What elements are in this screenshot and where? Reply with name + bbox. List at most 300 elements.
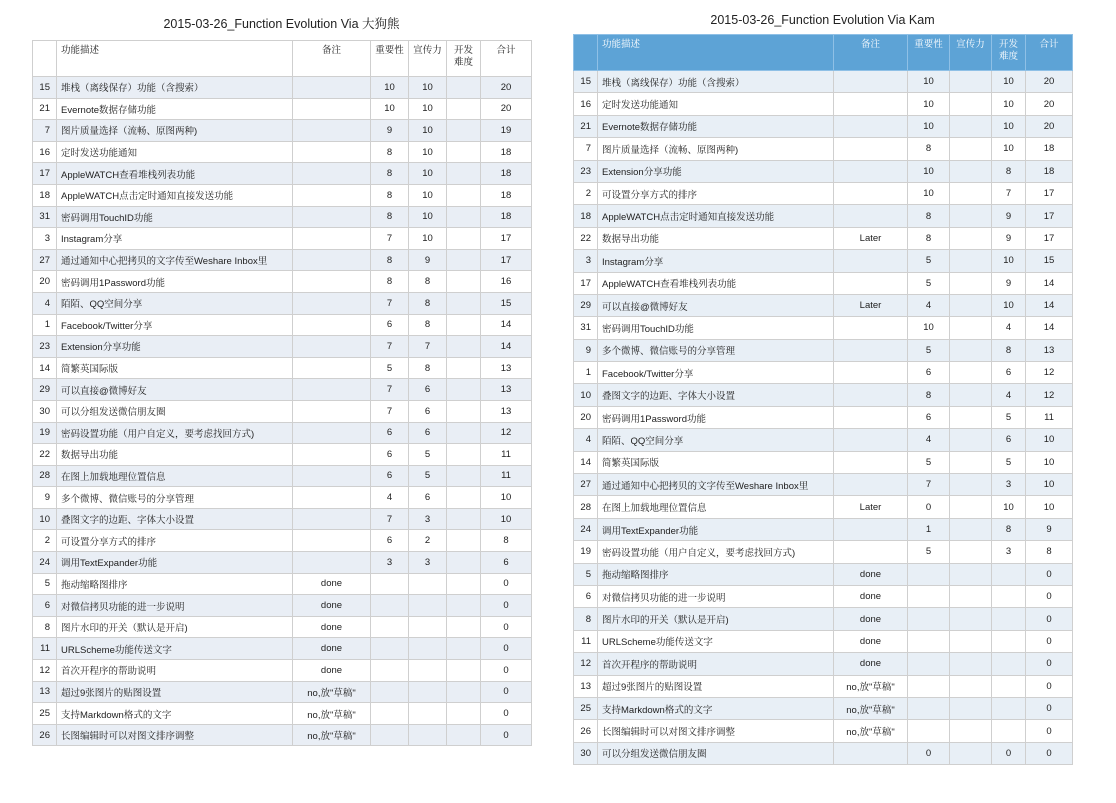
col-description-cell: 长图编辑时可以对图文排序调整 [57, 724, 293, 746]
col-total-cell: 18 [481, 184, 532, 206]
col-total-cell: 10 [1026, 474, 1073, 496]
col-total-cell: 0 [481, 681, 532, 703]
col-importance-cell: 6 [908, 362, 950, 384]
table-body [33, 77, 532, 746]
col-description-cell: 对微信拷贝功能的进一步说明 [598, 585, 834, 607]
col-id-cell: 2 [574, 182, 598, 204]
col-importance-cell: 7 [371, 228, 409, 250]
col-description-cell: Instagram分享 [57, 228, 293, 250]
col-importance-cell: 6 [371, 314, 409, 336]
col-importance-cell: 5 [371, 357, 409, 379]
col-importance-cell [908, 585, 950, 607]
table-row [574, 339, 1073, 361]
col-promotion-cell: 10 [409, 141, 447, 163]
col-promotion-cell: 3 [409, 552, 447, 574]
col-note-cell [293, 487, 371, 509]
col-note-cell: done [834, 563, 908, 585]
col-note-cell [293, 530, 371, 552]
col-promotion-cell: 3 [409, 508, 447, 530]
col-description-cell: 图片水印的开关（默认是开启) [57, 616, 293, 638]
col-difficulty-cell [447, 660, 481, 682]
table-row [33, 357, 532, 379]
left-sheet [32, 14, 531, 746]
col-total-cell: 14 [1026, 294, 1073, 316]
col-note-cell [834, 541, 908, 563]
col-note-cell: no,放"草稿" [834, 697, 908, 719]
col-difficulty-cell: 3 [992, 474, 1026, 496]
col-note-cell [834, 93, 908, 115]
col-total-cell: 0 [1026, 742, 1073, 764]
col-importance-cell [371, 681, 409, 703]
col-id-cell: 18 [574, 205, 598, 227]
col-note-cell: done [834, 585, 908, 607]
col-note-cell [834, 182, 908, 204]
col-total-cell: 0 [1026, 585, 1073, 607]
col-importance-cell: 5 [908, 541, 950, 563]
col-promotion-cell [950, 93, 992, 115]
col-importance-cell: 4 [908, 429, 950, 451]
col-promotion-cell: 6 [409, 422, 447, 444]
col-total-cell: 20 [1026, 93, 1073, 115]
col-total-cell: 0 [1026, 653, 1073, 675]
col-id-cell: 21 [574, 115, 598, 137]
col-difficulty-cell [992, 585, 1026, 607]
col-importance-cell: 5 [908, 339, 950, 361]
col-id-cell: 1 [574, 362, 598, 384]
col-id-cell: 27 [33, 249, 57, 271]
col-difficulty-cell: 6 [992, 362, 1026, 384]
col-difficulty-cell [447, 379, 481, 401]
col-note-cell: no,放"草稿" [834, 675, 908, 697]
col-difficulty-cell: 0 [992, 742, 1026, 764]
col-id-cell: 24 [574, 518, 598, 540]
col-difficulty-cell [447, 487, 481, 509]
col-difficulty-cell: 8 [992, 160, 1026, 182]
col-difficulty-cell: 6 [992, 429, 1026, 451]
col-importance-cell [371, 724, 409, 746]
table-row [574, 474, 1073, 496]
col-promotion-cell: 10 [409, 77, 447, 99]
col-id-cell: 4 [574, 429, 598, 451]
table-row [33, 552, 532, 574]
col-total-cell: 0 [1026, 630, 1073, 652]
col-importance-cell: 4 [371, 487, 409, 509]
col-importance-cell: 8 [908, 227, 950, 249]
col-id-cell: 29 [574, 294, 598, 316]
col-note-cell: no,放"草稿" [834, 720, 908, 742]
col-difficulty-cell [447, 724, 481, 746]
col-importance-cell [371, 616, 409, 638]
col-description-cell: 堆栈（离线保存）功能（含搜索） [57, 77, 293, 99]
col-difficulty-cell [447, 616, 481, 638]
col-total-cell: 20 [481, 98, 532, 120]
col-description-cell: Evernote数据存储功能 [57, 98, 293, 120]
col-total-cell: 6 [481, 552, 532, 574]
col-id-cell: 21 [33, 98, 57, 120]
col-promotion-cell [950, 294, 992, 316]
col-total-cell: 0 [1026, 675, 1073, 697]
header-col-note: 备注 [293, 41, 371, 77]
col-total-cell: 8 [481, 530, 532, 552]
col-description-cell: 可以分组发送微信朋友圈 [57, 400, 293, 422]
col-total-cell: 17 [1026, 227, 1073, 249]
col-promotion-cell: 10 [409, 184, 447, 206]
col-importance-cell: 10 [908, 317, 950, 339]
header-col-promotion: 宣传力 [950, 35, 992, 71]
col-total-cell: 0 [1026, 608, 1073, 630]
col-importance-cell: 8 [371, 271, 409, 293]
col-difficulty-cell [447, 163, 481, 185]
col-importance-cell: 7 [371, 508, 409, 530]
col-description-cell: AppleWATCH查看堆栈列表功能 [57, 163, 293, 185]
col-total-cell: 10 [1026, 451, 1073, 473]
table-row [33, 660, 532, 682]
col-importance-cell: 10 [371, 77, 409, 99]
col-note-cell [293, 508, 371, 530]
col-description-cell: URLScheme功能传送文字 [598, 630, 834, 652]
col-id-cell: 15 [574, 71, 598, 93]
col-total-cell: 17 [481, 249, 532, 271]
col-total-cell: 0 [481, 660, 532, 682]
col-note-cell [834, 160, 908, 182]
col-difficulty-cell [447, 573, 481, 595]
col-promotion-cell: 10 [409, 228, 447, 250]
table-row [33, 681, 532, 703]
col-importance-cell [371, 595, 409, 617]
col-note-cell: done [293, 595, 371, 617]
col-note-cell [834, 115, 908, 137]
col-note-cell: done [834, 653, 908, 675]
col-difficulty-cell [447, 141, 481, 163]
col-id-cell: 22 [33, 444, 57, 466]
col-description-cell: 在图上加载地理位置信息 [57, 465, 293, 487]
col-promotion-cell: 9 [409, 249, 447, 271]
table-row [33, 336, 532, 358]
col-description-cell: 密码调用1Password功能 [598, 406, 834, 428]
col-promotion-cell [409, 573, 447, 595]
col-id-cell: 16 [33, 141, 57, 163]
col-id-cell: 29 [33, 379, 57, 401]
col-importance-cell: 8 [908, 205, 950, 227]
col-difficulty-cell [447, 228, 481, 250]
col-description-cell: 图片水印的开关（默认是开启) [598, 608, 834, 630]
table-row [574, 518, 1073, 540]
col-description-cell: Facebook/Twitter分享 [57, 314, 293, 336]
col-description-cell: 通过通知中心把拷贝的文字传至Weshare Inbox里 [598, 474, 834, 496]
col-promotion-cell [409, 616, 447, 638]
header-col-difficulty: 开发 难度 [447, 41, 481, 77]
table-row [574, 115, 1073, 137]
col-difficulty-cell [447, 400, 481, 422]
table-row [33, 77, 532, 99]
col-importance-cell: 7 [371, 336, 409, 358]
table-row [574, 697, 1073, 719]
col-id-cell: 6 [574, 585, 598, 607]
col-note-cell: done [293, 638, 371, 660]
col-id-cell: 7 [574, 138, 598, 160]
col-total-cell: 15 [481, 292, 532, 314]
table-row [33, 616, 532, 638]
col-importance-cell: 8 [371, 184, 409, 206]
col-total-cell: 13 [1026, 339, 1073, 361]
col-description-cell: 超过9张图片的贴图设置 [598, 675, 834, 697]
col-description-cell: 首次开程序的帮助说明 [598, 653, 834, 675]
col-total-cell: 0 [481, 616, 532, 638]
table-row [574, 720, 1073, 742]
table-row [574, 585, 1073, 607]
col-note-cell: no,放"草稿" [293, 703, 371, 725]
col-importance-cell: 8 [908, 384, 950, 406]
col-total-cell: 19 [481, 120, 532, 142]
col-difficulty-cell: 8 [992, 339, 1026, 361]
col-promotion-cell: 2 [409, 530, 447, 552]
table-row [33, 703, 532, 725]
col-importance-cell [908, 608, 950, 630]
col-importance-cell: 8 [371, 206, 409, 228]
col-id-cell: 17 [574, 272, 598, 294]
table-row [574, 227, 1073, 249]
col-total-cell: 18 [481, 163, 532, 185]
col-importance-cell: 7 [371, 400, 409, 422]
col-id-cell: 1 [33, 314, 57, 336]
col-importance-cell: 6 [371, 422, 409, 444]
col-note-cell: done [293, 573, 371, 595]
col-total-cell: 0 [481, 703, 532, 725]
col-difficulty-cell: 9 [992, 205, 1026, 227]
col-promotion-cell: 10 [409, 206, 447, 228]
col-importance-cell [908, 675, 950, 697]
col-importance-cell: 0 [908, 742, 950, 764]
col-difficulty-cell [447, 508, 481, 530]
table-row [574, 250, 1073, 272]
col-promotion-cell [950, 182, 992, 204]
table-row [33, 292, 532, 314]
col-id-cell: 20 [574, 406, 598, 428]
col-description-cell: AppleWATCH点击定时通知直接发送功能 [598, 205, 834, 227]
col-promotion-cell [409, 638, 447, 660]
col-promotion-cell: 6 [409, 400, 447, 422]
col-difficulty-cell [447, 552, 481, 574]
col-difficulty-cell [447, 422, 481, 444]
col-total-cell: 12 [481, 422, 532, 444]
col-total-cell: 0 [481, 595, 532, 617]
col-promotion-cell [950, 317, 992, 339]
col-note-cell [293, 77, 371, 99]
col-importance-cell: 5 [908, 272, 950, 294]
col-description-cell: 调用TextExpander功能 [57, 552, 293, 574]
col-description-cell: 密码调用1Password功能 [57, 271, 293, 293]
col-id-cell: 25 [33, 703, 57, 725]
col-id-cell: 18 [33, 184, 57, 206]
col-promotion-cell [950, 115, 992, 137]
col-id-cell: 15 [33, 77, 57, 99]
table-row [574, 182, 1073, 204]
col-note-cell [293, 314, 371, 336]
col-difficulty-cell [447, 703, 481, 725]
col-total-cell: 17 [1026, 182, 1073, 204]
header-col-id [574, 35, 598, 71]
col-difficulty-cell: 10 [992, 250, 1026, 272]
col-total-cell: 9 [1026, 518, 1073, 540]
col-promotion-cell: 10 [409, 120, 447, 142]
col-id-cell: 22 [574, 227, 598, 249]
col-note-cell [834, 339, 908, 361]
col-difficulty-cell: 3 [992, 541, 1026, 563]
col-importance-cell: 8 [371, 249, 409, 271]
col-importance-cell [908, 720, 950, 742]
col-note-cell [293, 249, 371, 271]
col-description-cell: 定时发送功能通知 [57, 141, 293, 163]
table-row [33, 206, 532, 228]
col-note-cell: done [834, 630, 908, 652]
col-promotion-cell [950, 720, 992, 742]
table-row [33, 487, 532, 509]
col-difficulty-cell [447, 249, 481, 271]
table-row [33, 228, 532, 250]
table-row [33, 400, 532, 422]
col-promotion-cell [409, 724, 447, 746]
col-id-cell: 11 [33, 638, 57, 660]
col-importance-cell: 6 [371, 465, 409, 487]
table-row [574, 406, 1073, 428]
col-difficulty-cell [447, 271, 481, 293]
col-difficulty-cell: 10 [992, 294, 1026, 316]
col-promotion-cell [409, 595, 447, 617]
col-note-cell [834, 742, 908, 764]
col-promotion-cell: 5 [409, 465, 447, 487]
col-note-cell [293, 184, 371, 206]
header-col-promotion: 宣传力 [409, 41, 447, 77]
col-importance-cell: 4 [908, 294, 950, 316]
col-description-cell: AppleWATCH点击定时通知直接发送功能 [57, 184, 293, 206]
col-total-cell: 20 [1026, 115, 1073, 137]
col-description-cell: 陌陌、QQ空间分享 [598, 429, 834, 451]
col-promotion-cell [950, 630, 992, 652]
col-promotion-cell: 7 [409, 336, 447, 358]
col-total-cell: 13 [481, 357, 532, 379]
col-difficulty-cell [447, 638, 481, 660]
col-description-cell: 调用TextExpander功能 [598, 518, 834, 540]
table-row [33, 314, 532, 336]
col-id-cell: 17 [33, 163, 57, 185]
col-description-cell: 简繁英国际版 [57, 357, 293, 379]
table-row [574, 563, 1073, 585]
col-importance-cell: 6 [908, 406, 950, 428]
col-difficulty-cell [447, 206, 481, 228]
col-difficulty-cell [447, 184, 481, 206]
col-note-cell [834, 518, 908, 540]
col-difficulty-cell [447, 336, 481, 358]
col-promotion-cell [950, 563, 992, 585]
col-total-cell: 13 [481, 400, 532, 422]
col-note-cell [834, 272, 908, 294]
sheet-title: 2015-03-26_Function Evolution Via 大狗熊 [163, 17, 400, 31]
col-total-cell: 0 [1026, 563, 1073, 585]
col-promotion-cell [950, 496, 992, 518]
col-id-cell: 30 [33, 400, 57, 422]
function-table [573, 34, 1073, 765]
col-id-cell: 8 [574, 608, 598, 630]
col-id-cell: 23 [574, 160, 598, 182]
col-total-cell: 12 [1026, 384, 1073, 406]
col-difficulty-cell [447, 314, 481, 336]
col-promotion-cell [950, 362, 992, 384]
col-description-cell: 图片质量选择（流畅、原图两种) [598, 138, 834, 160]
col-note-cell [834, 451, 908, 473]
col-id-cell: 12 [33, 660, 57, 682]
col-id-cell: 26 [33, 724, 57, 746]
col-total-cell: 14 [481, 336, 532, 358]
col-importance-cell: 10 [371, 98, 409, 120]
col-description-cell: AppleWATCH查看堆栈列表功能 [598, 272, 834, 294]
table-row [574, 160, 1073, 182]
header-col-description: 功能描述 [598, 35, 834, 71]
col-note-cell [834, 406, 908, 428]
col-note-cell [834, 205, 908, 227]
table-row [574, 272, 1073, 294]
col-note-cell: no,放"草稿" [293, 724, 371, 746]
function-table [32, 40, 532, 746]
table-row [33, 98, 532, 120]
col-importance-cell: 10 [908, 115, 950, 137]
col-total-cell: 17 [481, 228, 532, 250]
col-description-cell: 数据导出功能 [57, 444, 293, 466]
header-row [33, 41, 532, 77]
col-importance-cell: 5 [908, 250, 950, 272]
col-difficulty-cell [992, 653, 1026, 675]
col-id-cell: 10 [574, 384, 598, 406]
col-id-cell: 28 [33, 465, 57, 487]
col-description-cell: 密码设置功能（用户自定义，要考虑找回方式) [57, 422, 293, 444]
col-description-cell: 叠图文字的边距、字体大小设置 [57, 508, 293, 530]
col-promotion-cell [950, 429, 992, 451]
col-total-cell: 10 [1026, 429, 1073, 451]
col-description-cell: 定时发送功能通知 [598, 93, 834, 115]
table-row [574, 608, 1073, 630]
col-promotion-cell [950, 71, 992, 93]
col-difficulty-cell [447, 292, 481, 314]
col-promotion-cell: 10 [409, 98, 447, 120]
col-id-cell: 26 [574, 720, 598, 742]
col-total-cell: 10 [481, 508, 532, 530]
header-col-importance: 重要性 [908, 35, 950, 71]
col-difficulty-cell [447, 444, 481, 466]
col-total-cell: 10 [1026, 496, 1073, 518]
col-note-cell [834, 384, 908, 406]
col-importance-cell [908, 697, 950, 719]
col-description-cell: 多个微博、微信账号的分享管理 [598, 339, 834, 361]
table-row [574, 93, 1073, 115]
col-id-cell: 24 [33, 552, 57, 574]
col-note-cell [834, 362, 908, 384]
col-note-cell [834, 138, 908, 160]
col-promotion-cell [950, 675, 992, 697]
col-importance-cell: 7 [371, 292, 409, 314]
col-difficulty-cell: 4 [992, 317, 1026, 339]
col-promotion-cell: 6 [409, 379, 447, 401]
col-difficulty-cell: 9 [992, 272, 1026, 294]
col-description-cell: 支持Markdown格式的文字 [598, 697, 834, 719]
col-promotion-cell: 6 [409, 487, 447, 509]
col-difficulty-cell [447, 120, 481, 142]
col-total-cell: 17 [1026, 205, 1073, 227]
col-note-cell: done [834, 608, 908, 630]
col-total-cell: 20 [481, 77, 532, 99]
col-id-cell: 5 [574, 563, 598, 585]
header-col-id [33, 41, 57, 77]
table-row [33, 573, 532, 595]
col-importance-cell: 1 [908, 518, 950, 540]
